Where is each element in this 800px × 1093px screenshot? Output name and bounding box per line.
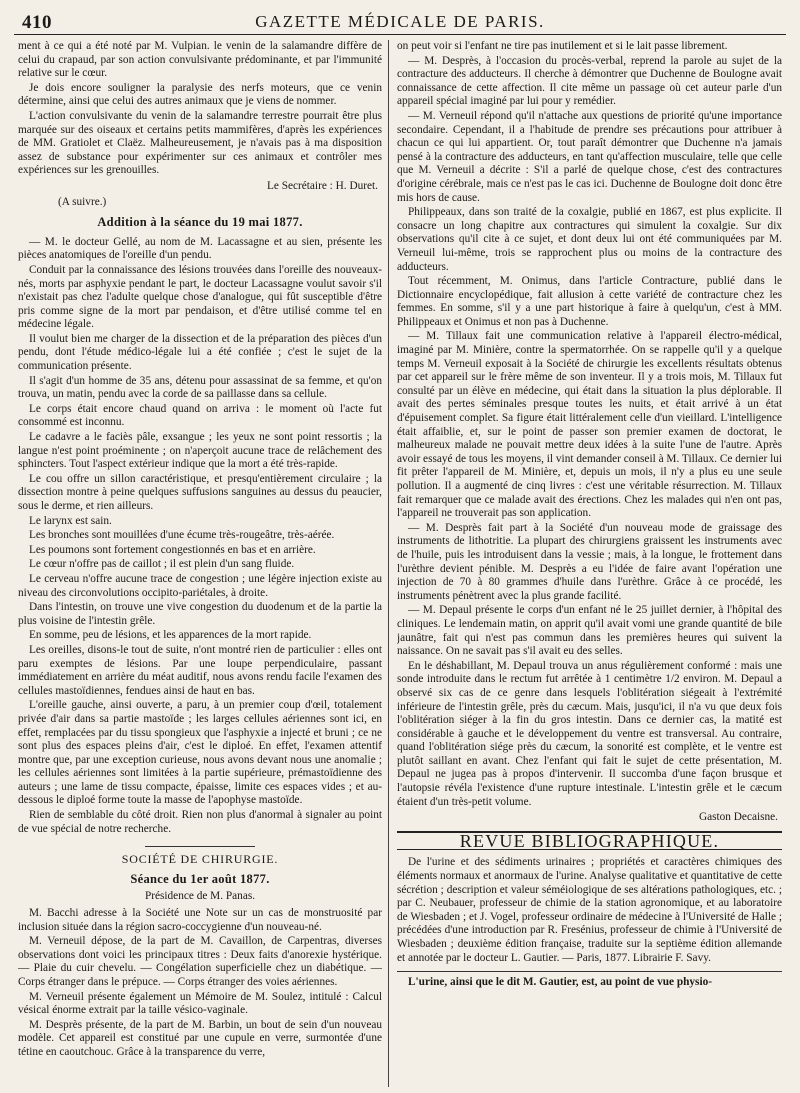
paragraph: — M. Depaul présente le corps d'un enfant né le 25 juillet dernier, à l'hôpital des cliniques. Le lendemain matin, on apprit qu'il avait vomi une grande quantité de bile jaunâtre, fait qui n'est pas commun dans les premières heures qui suivent la naissance. On ne savait pas s'il avait eu des selles. bbox=[397, 604, 782, 658]
paragraph: Les poumons sont fortement congestionnés en bas et en arrière. bbox=[29, 543, 316, 556]
seance-heading: Séance du 1er août 1877. bbox=[130, 871, 270, 886]
addition-heading: Addition à la séance du 19 mai 1877. bbox=[97, 215, 303, 230]
left-column bbox=[18, 40, 382, 1087]
secretary-signature: Le Secrétaire : H. Duret. bbox=[266, 179, 378, 192]
right-column bbox=[397, 40, 782, 1087]
paragraph: ment à ce qui a été noté par M. Vulpian. le venin de la salamandre diffère de celui du crapaud, par son action convulsivante prédominante, et par l'immunité relative sur le cœur. bbox=[18, 40, 382, 80]
paragraph: En le déshabillant, M. Depaul trouva un anus régulièrement conformé : mais une sonde introduite dans le rectum fut arrêtée à 1 centimètre 1/2 environ. M. Depaul a observé six cas de ce genre dans lesquels l'oblitération siégeait à l'extrémité inférieure de l'intestin grêle, près du cæcum. Mais, jusqu'ici, il n'a vu que deux fois l'oblitération siéger à la fin du gros intestin. Dans ce dernier cas, la matité est considérable à gauche et le développement du ventre est transversal. Au contraire, quand l'oblitération siége près du cæcum, la sonorité est complète, et le ventre est plutôt saillant en avant. Chez l'enfant qui fait le sujet de cette présentation, M. Depaul ne jugea pas à propos d'intervenir. Il succomba d'une façon brusque et l'autopsie révéla l'existence d'une rupture intestinale. L'intestin grêle et le cæcum étaient d'un très-petit volume. bbox=[397, 659, 782, 808]
paragraph: Le corps était encore chaud quand on arriva : le moment où l'acte fut consommé est inconnu. bbox=[18, 402, 382, 429]
paragraph: M. Bacchi adresse à la Société une Note sur un cas de monstruosité par inclusion située dans la région sacro-coccygienne d'un nouveau-né. bbox=[18, 907, 382, 933]
column-divider bbox=[388, 40, 389, 1087]
paragraph: Je dois encore souligner la paralysie des nerfs moteurs, que ce venin détermine, ainsi que celui des autres animaux que je viens de nommer. bbox=[18, 81, 382, 108]
paragraph: Rien de semblable du côté droit. Rien non plus d'anormal à signaler au point de vue spécial de notre recherche. bbox=[18, 809, 382, 835]
page-header bbox=[14, 6, 786, 35]
to-be-continued: (A suivre.) bbox=[58, 195, 107, 208]
revue-heading: REVUE BIBLIOGRAPHIQUE. bbox=[397, 831, 782, 851]
presidence: Présidence de M. Panas. bbox=[144, 890, 256, 903]
paragraph: L'action convulsivante du venin de la salamandre terrestre pourrait être plus marquée sur des oiseaux et certains petits mammifères, d'après les expériences de MM. Gratiolet et Claëz. Malheureusement, je n'avais pas à ma disposition assez de substance pour expérimenter sur ces animaux et contrôler mes expériences sur les grenouilles. bbox=[18, 109, 382, 177]
paragraph: — M. Tillaux fait une communication relative à l'appareil électro-médical, imaginé par M. Minière, contre la spermatorrhée. On se rappelle qu'il y a quelque temps M. Verneuil exposait à la Société de chirurgie les excellents résultats obtenus par cet appareil sur le frère même de son inventeur. Il y a trois mois, M. Tillaux fut consulté par un élève en médecine, qui était dans la situation la plus déplorable. Il avait des pertes séminales presque toutes les nuits, et était arrivé à un état d'épuisement complet. Sa figure était littéralement celle d'un vieillard. L'intelligence était affaiblie, et, sur le point de passer son premier examen de doctorat, le malheureux malade ne pouvait mettre deux idées à la suite l'une de l'autre. Après avoir essayé de tous les moyens, il vint demander conseil à M. Tillaux. Ce dernier lui fit prêter l'appareil de M. Minière, et, depuis un mois, il n'y a plus eu une seule pollution. Il a augmenté de cinq livres : c'est une véritable résurrection. M. Tillaux fait remarquer que ce malade avait des érections. Chez les malades qui n'en ont pas, l'appareil ne trouverait pas son application. bbox=[397, 330, 782, 520]
section-rule bbox=[145, 846, 255, 847]
paragraph: — M. Verneuil répond qu'il n'attache aux questions de priorité qu'une importance secondaire. Cependant, il a l'habitude de prendre ses précautions pour attribuer à chacun ce qui lui appartient. Or, tout paraît démontrer que Duchenne n'a jamais pensé à la contracture des adducteurs, en tant qu'affection musculaire, telle que celle que M. Verneuil a décrite : S'il a parlé de quelque chose, c'est des contractures d'origine cérébrale, mais ce n'est pas le cas ici. Duchenne de Boulogne doit donc être mis hors de cause. bbox=[397, 109, 782, 204]
paragraph: En somme, peu de lésions, et les apparences de la mort rapide. bbox=[29, 629, 312, 642]
paragraph: Dans l'intestin, on trouve une vive congestion du duodenum et de la partie la plus voisine de l'intestin grêle. bbox=[18, 601, 382, 627]
paragraph: Le cadavre a le faciès pâle, exsangue ; les yeux ne sont point ressortis ; la langue n'est point proéminente ; on n'aperçoit aucune trace de relâchement des sphincters. Tout l'aspect extérieur indique que la mort a été très-rapide. bbox=[18, 431, 382, 471]
paragraph: Les bronches sont mouillées d'une écume très-rougeâtre, très-aérée. bbox=[29, 529, 335, 542]
paragraph: Philippeaux, dans son traité de la coxalgie, publié en 1867, est plus explicite. Il consacre un long chapitre aux contractures qui simulent la coxalgie. Sur dix observations qu'il cite à ce sujet, et dont deux lui ont été communiquées par M. Verneuil lui-même, trois se rapprochent plus ou moins de la contracture des adducteurs. bbox=[397, 206, 782, 273]
paragraph: Le cou offre un sillon caractéristique, et presqu'entièrement circulaire ; la dissection montre à peine quelques suffusions sanguines au dessus du peaucier, sous le derme, et rien ailleurs. bbox=[18, 472, 382, 512]
author-signature: Gaston Decaisne. bbox=[698, 811, 778, 824]
paragraph: — M. le docteur Gellé, au nom de M. Lacassagne et au sien, présente les pièces anatomiques de l'oreille d'un pendu. bbox=[18, 235, 382, 262]
paragraph: De l'urine et des sédiments urinaires ; propriétés et caractères chimiques des éléments normaux et anormaux de l'urine. Analyse qualitative et quantitative de cette sécrétion ; description et valeur séméiologique de ses altérations pathologiques, etc. ; par C. Neubauer, professeur de chimie de la station agronomique, et au laboratoire de Wiesbaden ; et J. Vogel, professeur ordinaire de médecine à l'Université de Halle ; précédées d'une introduction par R. Fresénius, professeur de chimie à l'Université de Wiesbaden ; deuxième édition française, traduite sur la septième édition allemande et annotée par le docteur L. Gautier. — Paris, 1877. Librairie F. Savy. bbox=[397, 856, 782, 964]
paragraph: Les oreilles, disons-le tout de suite, n'ont montré rien de particulier : elles ont paru exemptes de lésions. Par une loupe perpendiculaire, passant immédiatement en arrière du méat auditif, nous avons rendu facile l'examen des cellules mastoïdiennes, fendues ainsi de haut en bas. bbox=[18, 643, 382, 697]
section-rule bbox=[397, 971, 782, 972]
paragraph: M. Desprès présente, de la part de M. Barbin, un bout de sein d'un nouveau modèle. Cet appareil est constitué par une cupule en verre, surmontée d'une tétine en caoutchouc. Grâce à la transparence du verre, bbox=[18, 1018, 382, 1058]
societe-heading: SOCIÉTÉ DE CHIRURGIE. bbox=[121, 852, 279, 867]
paragraph: — M. Desprès fait part à la Société d'un nouveau mode de graissage des instruments de lithotritie. La plupart des chirurgiens graissent les instruments avec de l'huile, puis les introduisent dans la vessie ; mais, à la longue, le frottement dans l'urèthre devient pénible. M. Desprès a eu l'idée de faire avant l'opération une injection de 70 à 80 grammes d'huile dans l'urèthre. Grâce à ce procédé, les instruments pénètrent avec la plus grande facilité. bbox=[397, 521, 782, 602]
paragraph: L'oreille gauche, ainsi ouverte, a paru, à un premier coup d'œil, totalement privée d'air dans sa partie mastoïde ; les larges cellules aériennes sont ici, en effet, remplacées par du tissu spongieux que l'asphyxie a injecté et bruni ; ce ne sont plus des espaces pleins d'air, c'est le diploé. En effet, l'examen attentif montre que, par une exception curieuse, nous avons devant nous une anomalie ; les cellules aériennes sont limitées à la partie supérieure, prémastoïdienne des auteurs ; une lame de tissu compacte, épaisse, limite ces espaces vides ; et au-dessous le diploé forme toute la masse de l'apophyse mastoïde. bbox=[18, 699, 382, 807]
paragraph: on peut voir si l'enfant ne tire pas inutilement et si le lait passe librement. bbox=[397, 40, 728, 52]
paragraph: M. Verneuil dépose, de la part de M. Cavaillon, de Carpentras, diverses observations dont voici les principaux titres : Deux faits d'anorexie hystérique. — Plaie du cuir chevelu. — Congélation superficielle chez un diabétique. — Corps étranger dans le prépuce. — Corps étranger des voies aériennes. bbox=[18, 935, 382, 988]
paragraph: — M. Desprès, à l'occasion du procès-verbal, reprend la parole au sujet de la contracture des adducteurs. Il cherche à démontrer que Duchenne de Boulogne avait connaissance de cette affection. Il cite même un passage où cet auteur parle d'un appareil spécial imaginé par lui pour y remédier. bbox=[397, 54, 782, 108]
paragraph: Tout récemment, M. Onimus, dans l'article Contracture, publié dans le Dictionnaire encyclopédique, fait allusion à cette variété de contracture chez les femmes. En somme, s'il y a une part historique à faire à quelqu'un, c'est à MM. Philippeaux et Onimus et non pas à Duchenne. bbox=[397, 275, 782, 328]
page-number: 410 bbox=[22, 12, 52, 33]
paragraph: M. Verneuil présente également un Mémoire de M. Soulez, intitulé : Calcul vésical énorme extrait par la taille vésico-vaginale. bbox=[18, 990, 382, 1017]
paragraph: Le cœur n'offre pas de caillot ; il est plein d'un sang fluide. bbox=[29, 558, 295, 571]
paragraph: L'urine, ainsi que le dit M. Gautier, est, au point de vue physio- bbox=[408, 976, 713, 989]
paragraph: Conduit par la connaissance des lésions trouvées dans l'oreille des nouveaux-nés, morts par asphyxie pendant le part, le docteur Lacassagne voulut savoir s'il n'existait pas chez l'adulte quelque chose d'analogue, qui fût susceptible d'être pris comme signe de la mort par pendaison, et d'être utilisé comme tel en médecine légale. bbox=[18, 263, 382, 331]
paragraph: Le cerveau n'offre aucune trace de congestion ; une légère injection existe au niveau des circonvolutions occipito-pariétales, à droite. bbox=[18, 572, 382, 599]
paragraph: Il s'agit d'un homme de 35 ans, détenu pour assassinat de sa femme, et qu'on trouva, un matin, pendu avec la corde de sa paillasse dans sa cellule. bbox=[18, 374, 382, 401]
journal-title: GAZETTE MÉDICALE DE PARIS. bbox=[255, 12, 545, 31]
paragraph: Il voulut bien me charger de la dissection et de la préparation des pièces d'un pendu, dont l'étude médico-légale lui a été confiée ; c'est le sujet de la communication présente. bbox=[18, 332, 382, 373]
paragraph: Le larynx est sain. bbox=[29, 514, 112, 527]
